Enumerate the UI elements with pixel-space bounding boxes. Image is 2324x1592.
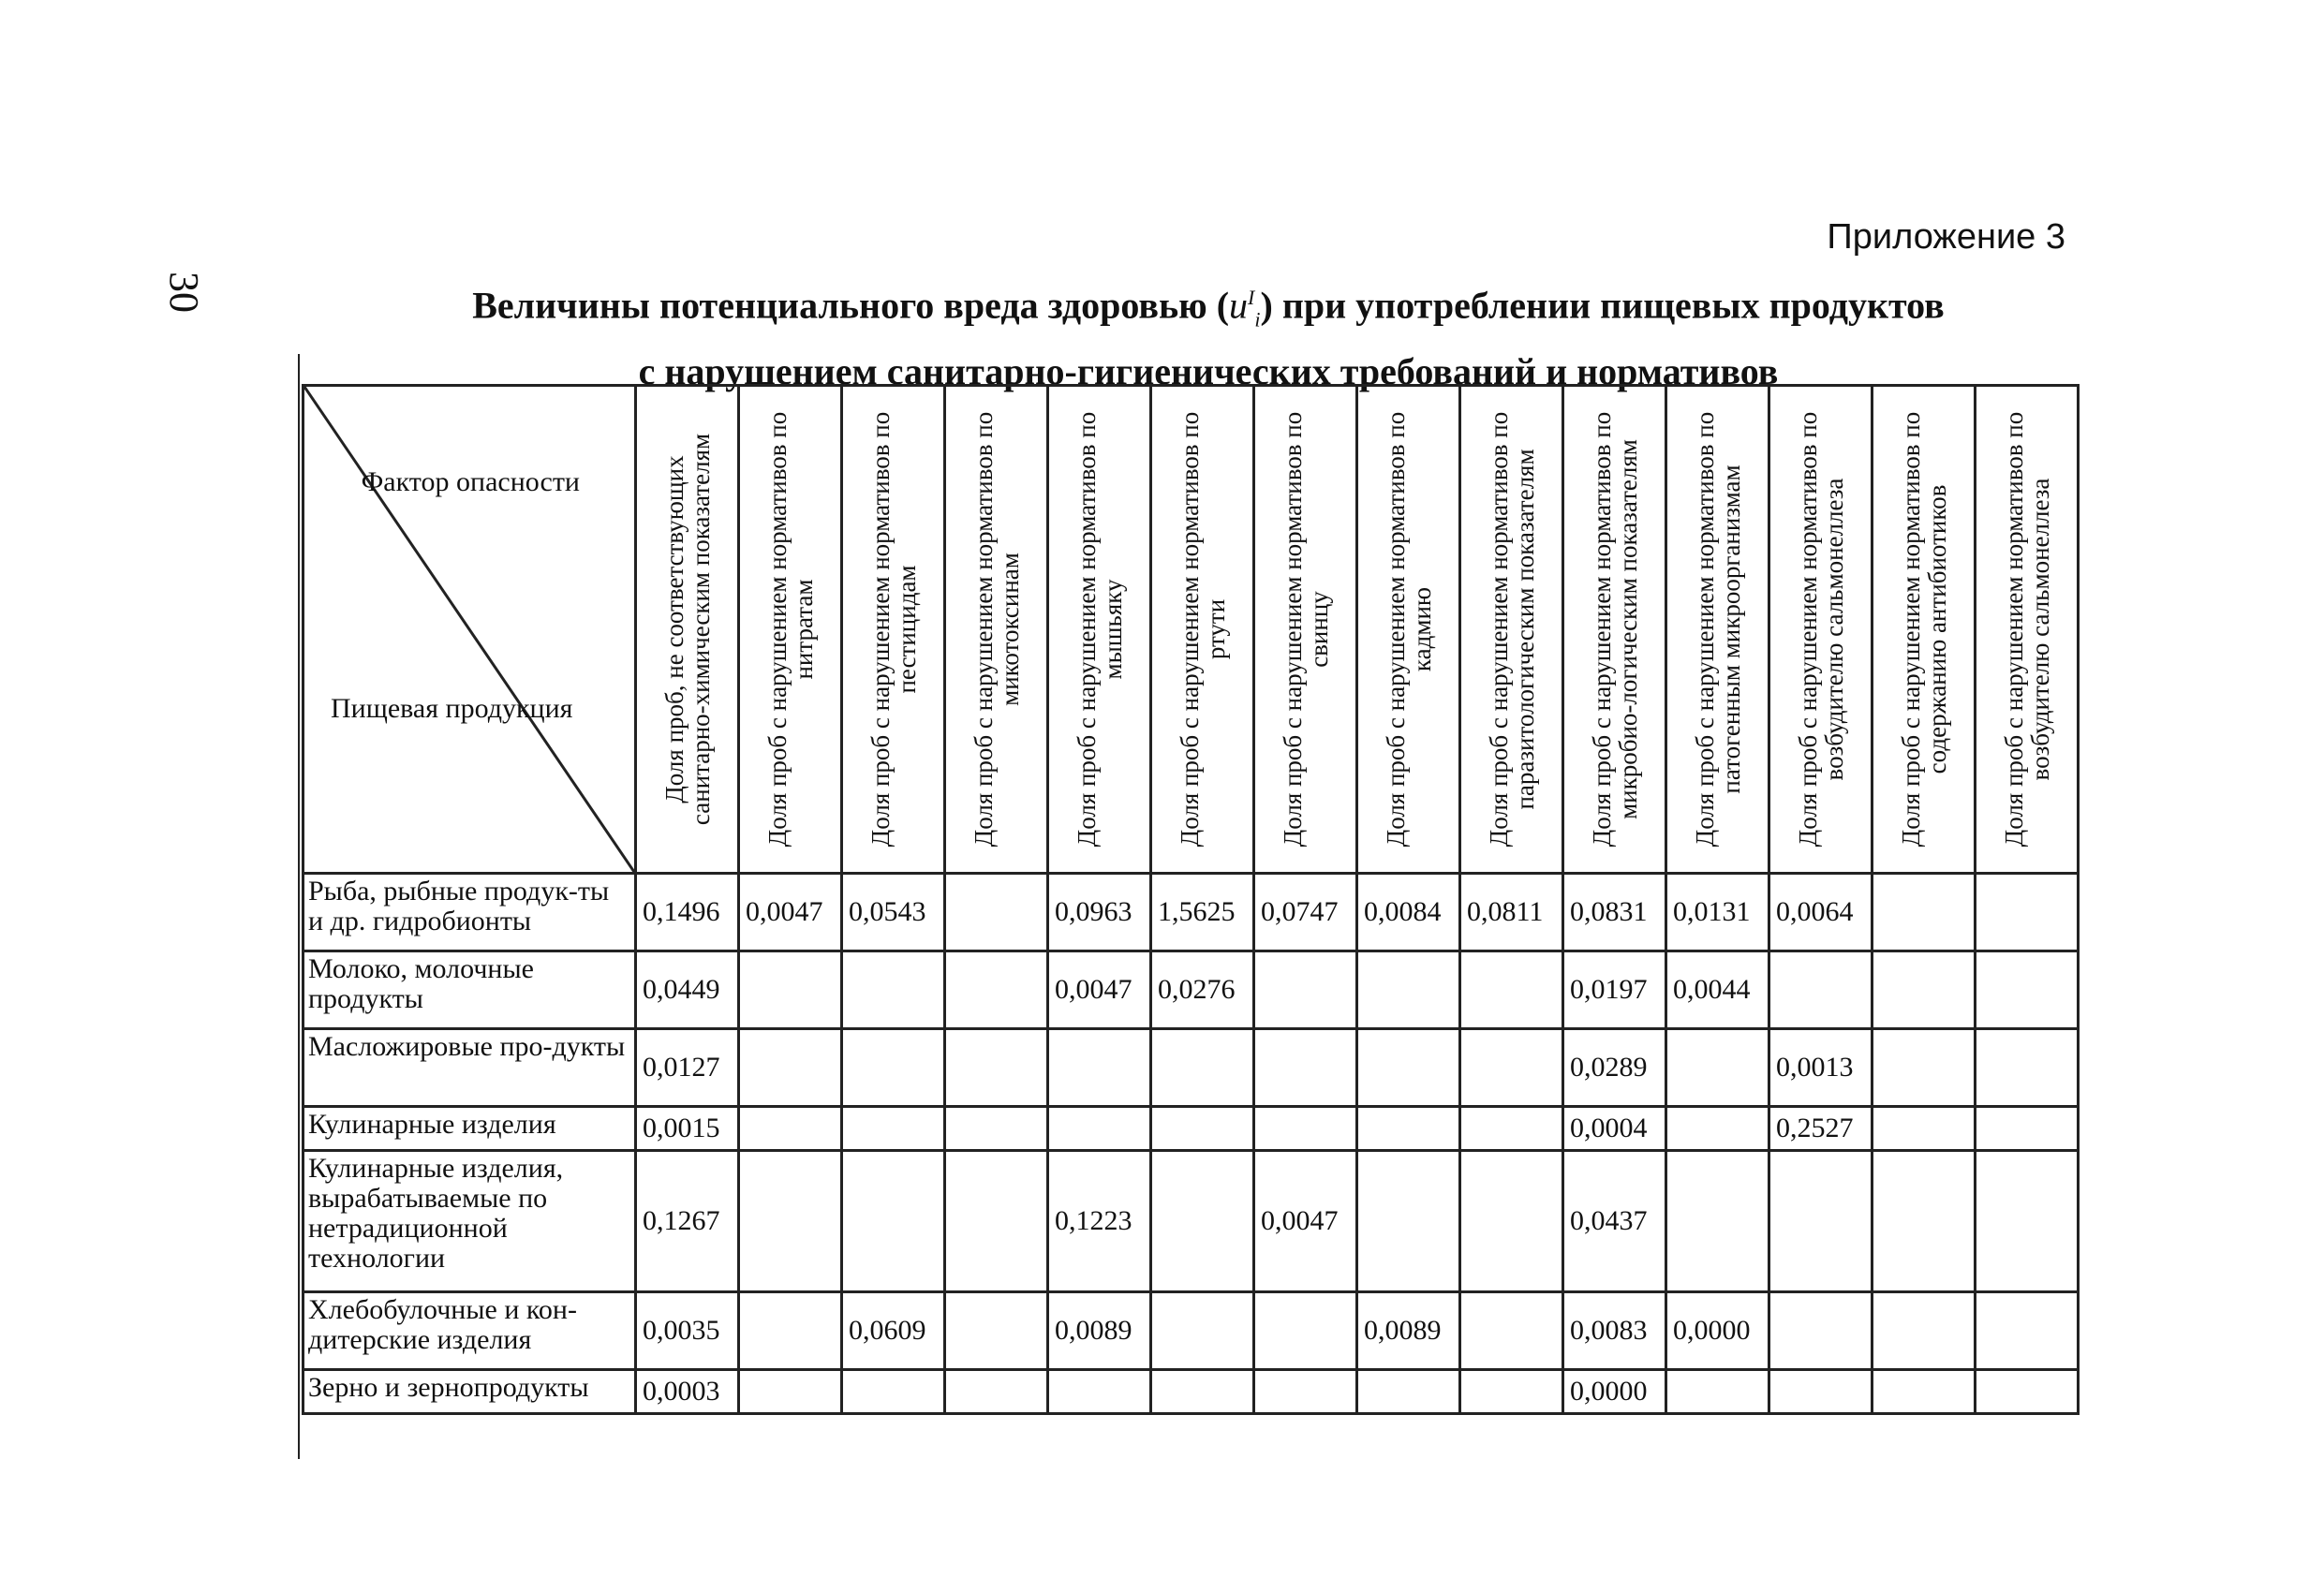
value-cell: 0,0084 (1357, 874, 1460, 951)
value-cell (1769, 1370, 1873, 1414)
value-cell (1666, 1151, 1769, 1292)
row-label: Молоко, молочные продукты (303, 951, 636, 1029)
column-header (1357, 386, 1460, 874)
title-superscript: I (1248, 286, 1255, 309)
column-header (842, 386, 945, 874)
table-row (303, 1292, 2079, 1370)
column-header (945, 386, 1048, 874)
value-cell (1048, 1029, 1151, 1107)
value-cell (945, 1292, 1048, 1370)
title-line-2: с нарушением санитарно-гигиенических требований и нормативов (638, 350, 1779, 393)
value-cell: 0,0000 (1563, 1370, 1666, 1414)
product-label: Пищевая продукция (331, 693, 573, 724)
value-cell: 0,0044 (1666, 951, 1769, 1029)
value-cell: 0,0035 (636, 1292, 739, 1370)
diagonal-line (304, 387, 634, 872)
value-cell (1873, 1370, 1976, 1414)
title-symbol: u (1229, 284, 1249, 327)
value-cell (1151, 1151, 1254, 1292)
column-header (1563, 386, 1666, 874)
value-cell (945, 1029, 1048, 1107)
value-cell: 0,0000 (1666, 1292, 1769, 1370)
value-cell (1460, 1370, 1563, 1414)
value-cell (1254, 1029, 1357, 1107)
factor-label: Фактор опасности (361, 466, 580, 497)
column-header (1769, 386, 1873, 874)
value-cell (1254, 1292, 1357, 1370)
value-cell (1357, 1151, 1460, 1292)
table-row (303, 1029, 2079, 1107)
value-cell: 0,0064 (1769, 874, 1873, 951)
row-label: Хлебобулочные и кон-дитерские изделия (303, 1292, 636, 1370)
value-cell (739, 1151, 842, 1292)
value-cell: 0,0047 (1254, 1151, 1357, 1292)
value-cell (1666, 1107, 1769, 1151)
value-cell (1460, 951, 1563, 1029)
header-row (303, 386, 2079, 874)
title-text-before: Величины потенциального вреда здоровью ( (472, 284, 1230, 327)
value-cell (1357, 1370, 1460, 1414)
column-header-text: Доля проб с нарушением нормативов по патогенным микроорганизмам (1690, 411, 1745, 848)
column-header-text: Доля проб с нарушением нормативов по мышьяку (1072, 411, 1127, 848)
value-cell (1976, 1370, 2079, 1414)
value-cell: 0,2527 (1769, 1107, 1873, 1151)
table-row (303, 874, 2079, 951)
value-cell (1976, 1029, 2079, 1107)
margin-line (298, 354, 300, 1459)
row-label: Рыба, рыбные продук-ты и др. гидробионты (303, 874, 636, 951)
column-header (1976, 386, 2079, 874)
value-cell (842, 1151, 945, 1292)
column-header-text: Доля проб с нарушением нормативов по микотоксинам (969, 411, 1024, 848)
title-line-1 (318, 272, 2098, 346)
corner-cell (303, 386, 636, 874)
value-cell: 0,0543 (842, 874, 945, 951)
value-cell (1873, 1107, 1976, 1151)
value-cell: 0,0963 (1048, 874, 1151, 951)
column-header (1254, 386, 1357, 874)
column-header-text: Доля проб с нарушением нормативов по возбудителю сальмонеллеза (1999, 411, 2054, 848)
value-cell: 0,0004 (1563, 1107, 1666, 1151)
column-header (636, 386, 739, 874)
value-cell (945, 1151, 1048, 1292)
value-cell (1254, 1370, 1357, 1414)
value-cell (1460, 1151, 1563, 1292)
value-cell: 0,0609 (842, 1292, 945, 1370)
value-cell (1048, 1107, 1151, 1151)
value-cell (842, 1029, 945, 1107)
column-header-text: Доля проб с нарушением нормативов по ртути (1175, 411, 1230, 848)
value-cell (945, 1370, 1048, 1414)
value-cell: 0,0003 (636, 1370, 739, 1414)
value-cell: 0,0089 (1048, 1292, 1151, 1370)
table-row (303, 1370, 2079, 1414)
value-cell (1151, 1029, 1254, 1107)
value-cell: 0,0047 (739, 874, 842, 951)
value-cell (1357, 1029, 1460, 1107)
column-header (1048, 386, 1151, 874)
value-cell (1873, 1029, 1976, 1107)
value-cell (945, 1107, 1048, 1151)
value-cell (1873, 874, 1976, 951)
table-row (303, 951, 2079, 1029)
row-label: Зерно и зернопродукты (303, 1370, 636, 1414)
row-label: Кулинарные изделия (303, 1107, 636, 1151)
column-header (1460, 386, 1563, 874)
value-cell (1769, 951, 1873, 1029)
value-cell: 0,0449 (636, 951, 739, 1029)
value-cell (1151, 1292, 1254, 1370)
value-cell (1873, 1292, 1976, 1370)
value-cell (1976, 1151, 2079, 1292)
value-cell (842, 951, 945, 1029)
value-cell (1769, 1151, 1873, 1292)
value-cell: 0,0015 (636, 1107, 739, 1151)
column-header-text: Доля проб с нарушением нормативов по нитратам (762, 411, 818, 848)
column-header-text: Доля проб с нарушением нормативов по пестицидам (866, 411, 921, 848)
value-cell (1976, 951, 2079, 1029)
value-cell (1254, 1107, 1357, 1151)
value-cell: 0,0811 (1460, 874, 1563, 951)
value-cell (1460, 1292, 1563, 1370)
value-cell (1460, 1107, 1563, 1151)
column-header-text: Доля проб с нарушением нормативов по микробио-логическим показателям (1587, 411, 1642, 848)
row-label: Масложировые про-дукты (303, 1029, 636, 1107)
value-cell (1151, 1370, 1254, 1414)
value-cell (739, 951, 842, 1029)
value-cell: 0,1496 (636, 874, 739, 951)
value-cell: 0,1267 (636, 1151, 739, 1292)
column-header (1151, 386, 1254, 874)
value-cell (842, 1370, 945, 1414)
value-cell (945, 874, 1048, 951)
value-cell: 0,0747 (1254, 874, 1357, 951)
value-cell (1976, 1107, 2079, 1151)
column-header-text: Доля проб, не соответствующих санитарно-химическим показателям (659, 433, 715, 826)
row-label: Кулинарные изделия, вырабатываемые по нетрадиционной технологии (303, 1151, 636, 1292)
value-cell: 0,0127 (636, 1029, 739, 1107)
value-cell: 0,0131 (1666, 874, 1769, 951)
value-cell: 0,0276 (1151, 951, 1254, 1029)
title-text-after: ) при употреблении пищевых продуктов (1260, 284, 1945, 327)
column-header-text: Доля проб с нарушением нормативов по паразитологическим показателям (1484, 411, 1539, 848)
value-cell: 0,0289 (1563, 1029, 1666, 1107)
column-header (1873, 386, 1976, 874)
value-cell: 0,0047 (1048, 951, 1151, 1029)
value-cell (739, 1107, 842, 1151)
value-cell (842, 1107, 945, 1151)
value-cell (1976, 874, 2079, 951)
column-header-text: Доля проб с нарушением нормативов по возбудителю сальмонеллеза (1793, 411, 1848, 848)
value-cell: 0,0437 (1563, 1151, 1666, 1292)
column-header (739, 386, 842, 874)
value-cell: 0,0831 (1563, 874, 1666, 951)
column-header-text: Доля проб с нарушением нормативов по содержанию антибиотиков (1896, 411, 1951, 848)
value-cell (739, 1029, 842, 1107)
value-cell (1151, 1107, 1254, 1151)
hazard-table (302, 384, 2080, 1415)
value-cell (739, 1292, 842, 1370)
value-cell: 0,0013 (1769, 1029, 1873, 1107)
value-cell (1357, 951, 1460, 1029)
column-header-text: Доля проб с нарушением нормативов по свинцу (1278, 411, 1333, 848)
value-cell (739, 1370, 842, 1414)
value-cell: 0,0083 (1563, 1292, 1666, 1370)
value-cell (1666, 1370, 1769, 1414)
value-cell (1769, 1292, 1873, 1370)
value-cell: 1,5625 (1151, 874, 1254, 951)
value-cell: 0,1223 (1048, 1151, 1151, 1292)
column-header-text: Доля проб с нарушением нормативов по кадмию (1381, 411, 1436, 848)
value-cell (1048, 1370, 1151, 1414)
column-header (1666, 386, 1769, 874)
value-cell (1460, 1029, 1563, 1107)
value-cell (1666, 1029, 1769, 1107)
document-title (318, 272, 2098, 398)
value-cell (1357, 1107, 1460, 1151)
value-cell (1976, 1292, 2079, 1370)
value-cell (1873, 951, 1976, 1029)
value-cell (945, 951, 1048, 1029)
value-cell: 0,0197 (1563, 951, 1666, 1029)
value-cell (1254, 951, 1357, 1029)
value-cell (1873, 1151, 1976, 1292)
table-row (303, 1107, 2079, 1151)
value-cell: 0,0089 (1357, 1292, 1460, 1370)
table-row (303, 1151, 2079, 1292)
page-number: 30 (161, 272, 207, 313)
title-subscript: i (1254, 307, 1261, 332)
appendix-label: Приложение 3 (1827, 217, 2065, 257)
